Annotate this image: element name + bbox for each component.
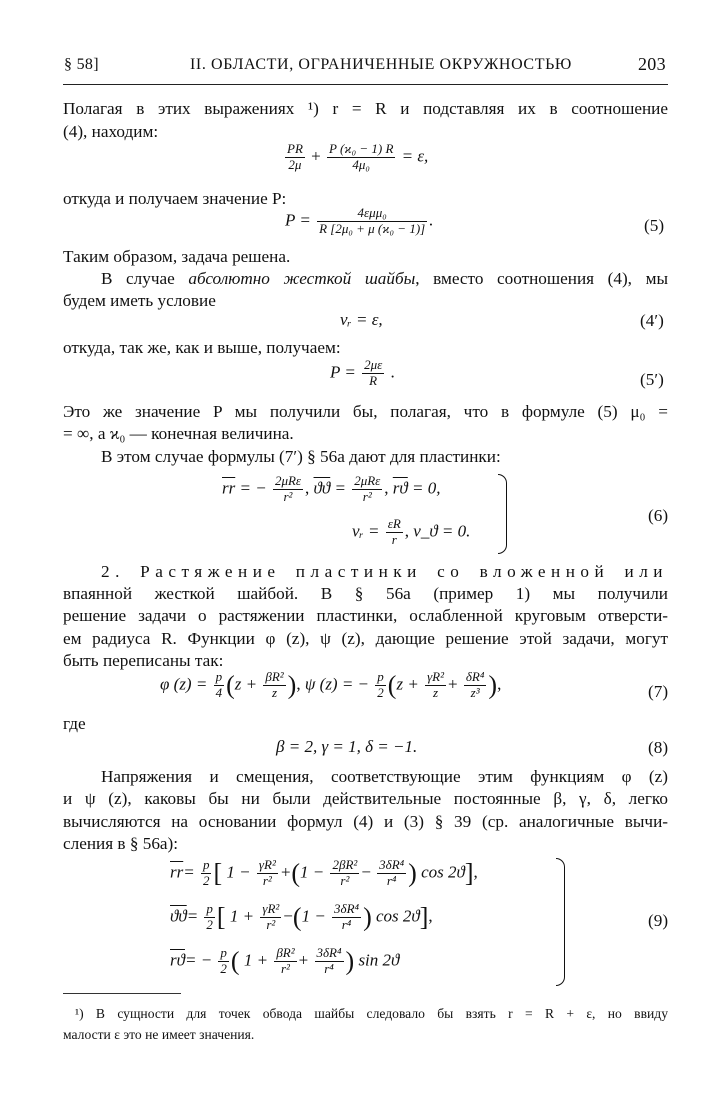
equation-number-5: (5) [644, 216, 665, 235]
equation-8: β = 2, γ = 1, δ = −1. [276, 737, 418, 756]
paragraph-line: решение задачи о растяжении пластинки, ослабленной круговым отверсти- [63, 606, 668, 625]
footnote-rule [63, 993, 181, 994]
equation-5: P = $\frac{\text{4εμμ₀}}{\text{R [2μ₀ + μ (ϰ₀ − 1)]}}$ . [285, 205, 434, 236]
paragraph-line: Полагая в этих выражениях ¹) r = R и подставляя их в соотношение [63, 99, 668, 118]
paragraph-line: где [63, 714, 86, 733]
paragraph-line: В случае абсолютно жесткой шайбы, вместо соотношения (4), мы [101, 269, 668, 288]
page-number: 203 [638, 54, 666, 74]
equation-6-line2: vᵣ = $\frac{\varepsilon R}{r}$ , v_ϑ = 0. [352, 516, 471, 547]
paragraph-line: быть переписаны так: [63, 651, 224, 670]
equation-number-9: (9) [648, 911, 669, 930]
paragraph-line: откуда и получаем значение P: [63, 189, 287, 208]
paragraph-line: Таким образом, задача решена. [63, 247, 291, 266]
header-section-ref: § 58] [64, 56, 99, 73]
paragraph-line: Это же значение P мы получили бы, полагая, что в формуле (5) μ₀ = [63, 402, 668, 421]
paragraph-line: будем иметь условие [63, 291, 216, 310]
equation-9-line1: $\overline{rr}=$ $\frac{p}{2}$ [ 1 − $\frac{\text{γR²}}{\text{r²}}$ +(1 − $\frac{\text{2βR²}}{\text{r²}}$ − $\frac{\text{3δR⁴}}{\text{r⁴}}$ ) cos 2ϑ], [170, 857, 478, 888]
paragraph-line: откуда, так же, как и выше, получаем: [63, 338, 341, 357]
paragraph-line: В этом случае формулы (7′) § 56а дают для пластинки: [101, 447, 501, 466]
equation-number-6: (6) [648, 506, 669, 525]
paragraph-line: и ψ (z), каковы бы ни были действительные постоянные β, γ, δ, легко [63, 789, 668, 808]
equation-9-line2: $\overline{ϑϑ}=$ $\frac{p}{2}$ [ 1 + $\frac{\text{γR²}}{\text{r²}}$ −(1 − $\frac{\text{3δR⁴}}{\text{r⁴}}$ ) cos 2ϑ], [170, 901, 433, 932]
equation-number-5-prime: (5′) [640, 370, 664, 389]
equation-4-prime: vᵣ = ε, [340, 310, 383, 329]
section-heading-line: 2. Растяжение пластинки со вложенной или [101, 562, 668, 581]
paragraph-line: ем радиуса R. Функции φ (z), ψ (z), дающие решение этой задачи, могут [63, 629, 668, 648]
equation-number-7: (7) [648, 682, 669, 701]
paragraph-line: Напряжения и смещения, соответствующие этим функциям φ (z) [101, 767, 668, 786]
paragraph-line: сления в § 56а): [63, 834, 179, 853]
equation-number-8: (8) [648, 738, 669, 757]
equation-number-4-prime: (4′) [640, 311, 664, 330]
equation-9-line3: $\overline{rϑ}=$ − $\frac{p}{2}$ ( 1 + $\frac{\text{βR²}}{\text{r²}}$ + $\frac{\text{3δR⁴}}{\text{r⁴}}$ ) sin 2ϑ [170, 945, 400, 976]
equation-6-line1: $\overline{rr}$ = − $\frac{\text{2μRε}}{\text{r²}}$ , $\overline{ϑϑ}$ = $\frac{\text{2μRε}}{\text{r²}}$ , $\overline{rϑ} = 0$, [222, 473, 441, 504]
paragraph-line: = ∞, а ϰ₀ — конечная величина. [63, 424, 294, 443]
equation-5-prime: P = $\frac{2\mu\varepsilon}{R}$ . [330, 357, 395, 388]
equation-p-epsilon: $\frac{PR}{2\mu}$ + $\frac{\text{P (ϰ₀ − 1) R}}{\text{4μ₀}}$ = ε, [287, 141, 429, 172]
right-brace [498, 474, 507, 554]
footnote-line: малости ε это не имеет значения. [63, 1027, 255, 1042]
paragraph-line: впаянной жесткой шайбой. В § 56а (пример 1) мы получили [63, 584, 668, 603]
equation-7: φ (z) = $\frac{p}{4}$ (z + $\frac{\text{βR²}}{z}$ ), ψ (z) = − $\frac{p}{2}$ (z + $\frac{\text{γR²}}{z}$ + $\frac{\text{δR⁴}}{\text{z³}}$ ), [160, 669, 502, 700]
header-chapter-title: II. ОБЛАСТИ, ОГРАНИЧЕННЫЕ ОКРУЖНОСТЬЮ [190, 56, 572, 73]
paragraph-line: (4), находим: [63, 122, 159, 141]
right-brace [556, 858, 565, 986]
footnote-line: ¹) В сущности для точек обвода шайбы следовало бы взять r = R + ε, но ввиду [75, 1006, 668, 1021]
paragraph-line: вычисляются на основании формул (4) и (3) § 39 (ср. аналогичные вычи- [63, 812, 668, 831]
header-rule [63, 84, 668, 85]
